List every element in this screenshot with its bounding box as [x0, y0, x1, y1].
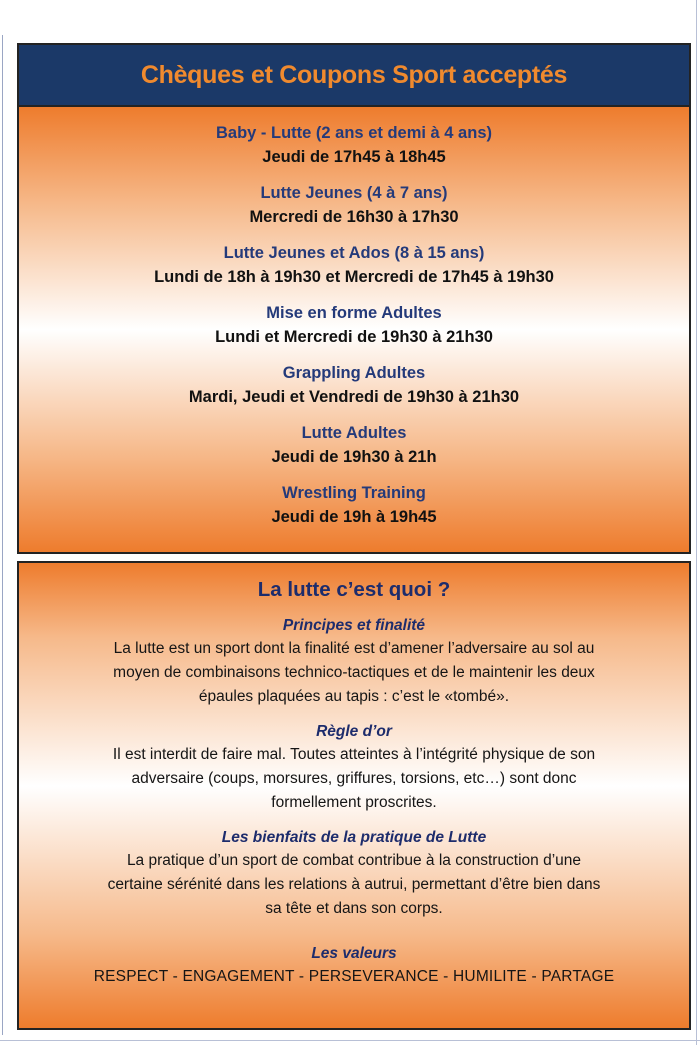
section-heading: Principes et finalité: [282, 617, 426, 634]
section-principes: [19, 615, 689, 709]
schedule-box: [17, 43, 691, 554]
schedule-item-baby-lutte: [19, 121, 689, 169]
page-edge-right: [696, 0, 697, 1045]
values-list: RESPECT - ENGAGEMENT - PERSEVERANCE - HUMILITE - PARTAGE: [93, 968, 615, 985]
section-line: La lutte est un sport dont la finalité est d’amener l’adversaire au sol au: [113, 640, 595, 657]
section-line: certaine sérénité dans les relations à autrui, permettant d’être bien dans: [107, 876, 601, 893]
section-bienfaits: [19, 827, 689, 921]
schedule-item-wrestling-training: [19, 481, 689, 529]
schedule-item-time: Lundi et Mercredi de 19h30 à 21h30: [215, 328, 493, 346]
schedule-item-name: Wrestling Training: [282, 484, 426, 502]
schedule-item-time: Jeudi de 19h30 à 21h: [271, 448, 437, 466]
schedule-item-name: Baby - Lutte (2 ans et demi à 4 ans): [216, 124, 492, 142]
schedule-item-lutte-jeunes: [19, 181, 689, 229]
section-line: moyen de combinaisons technico-tactiques et de le maintenir les deux: [113, 664, 595, 681]
schedule-item-lutte-jeunes-ados: [19, 241, 689, 289]
schedule-item-name: Lutte Jeunes (4 à 7 ans): [260, 184, 448, 202]
page-edge-bottom: [0, 1040, 700, 1041]
schedule-item-time: Mercredi de 16h30 à 17h30: [249, 208, 459, 226]
about-title: La lutte c’est quoi ?: [257, 578, 451, 601]
about-box: [17, 561, 691, 1030]
section-line: La pratique d’un sport de combat contribue à la construction d’une: [126, 852, 582, 869]
section-line: adversaire (coups, morsures, griffures, torsions, etc…) sont donc: [131, 770, 577, 787]
page-edge-left: [2, 35, 3, 1035]
schedule-item-mise-en-forme: [19, 301, 689, 349]
schedule-item-name: Mise en forme Adultes: [266, 304, 442, 322]
section-line: Il est interdit de faire mal. Toutes atteintes à l’intégrité physique de son: [112, 746, 596, 763]
schedule-item-time: Jeudi de 19h à 19h45: [271, 508, 437, 526]
page-title: Chèques et Coupons Sport acceptés: [140, 60, 568, 89]
section-heading: Règle d’or: [316, 723, 392, 740]
section-heading: Les bienfaits de la pratique de Lutte: [221, 829, 487, 846]
schedule-item-name: Lutte Adultes: [301, 424, 407, 442]
schedule-item-time: Mardi, Jeudi et Vendredi de 19h30 à 21h30: [188, 388, 520, 406]
schedule-item-time: Lundi de 18h à 19h30 et Mercredi de 17h45 à 19h30: [154, 268, 554, 286]
schedule-item-name: Lutte Jeunes et Ados (8 à 15 ans): [223, 244, 485, 262]
schedule-item-time: Jeudi de 17h45 à 18h45: [262, 148, 446, 166]
section-line: sa tête et dans son corps.: [265, 900, 443, 917]
section-line: épaules plaquées au tapis : c’est le «tombé».: [198, 688, 510, 705]
section-regle-dor: [19, 721, 689, 815]
section-line: formellement proscrites.: [271, 794, 437, 811]
schedule-header: [19, 45, 689, 105]
schedule-list: [19, 105, 689, 552]
schedule-item-lutte-adultes: [19, 421, 689, 469]
schedule-item-name: Grappling Adultes: [282, 364, 426, 382]
values-heading: Les valeurs: [311, 945, 397, 962]
schedule-item-grappling: [19, 361, 689, 409]
